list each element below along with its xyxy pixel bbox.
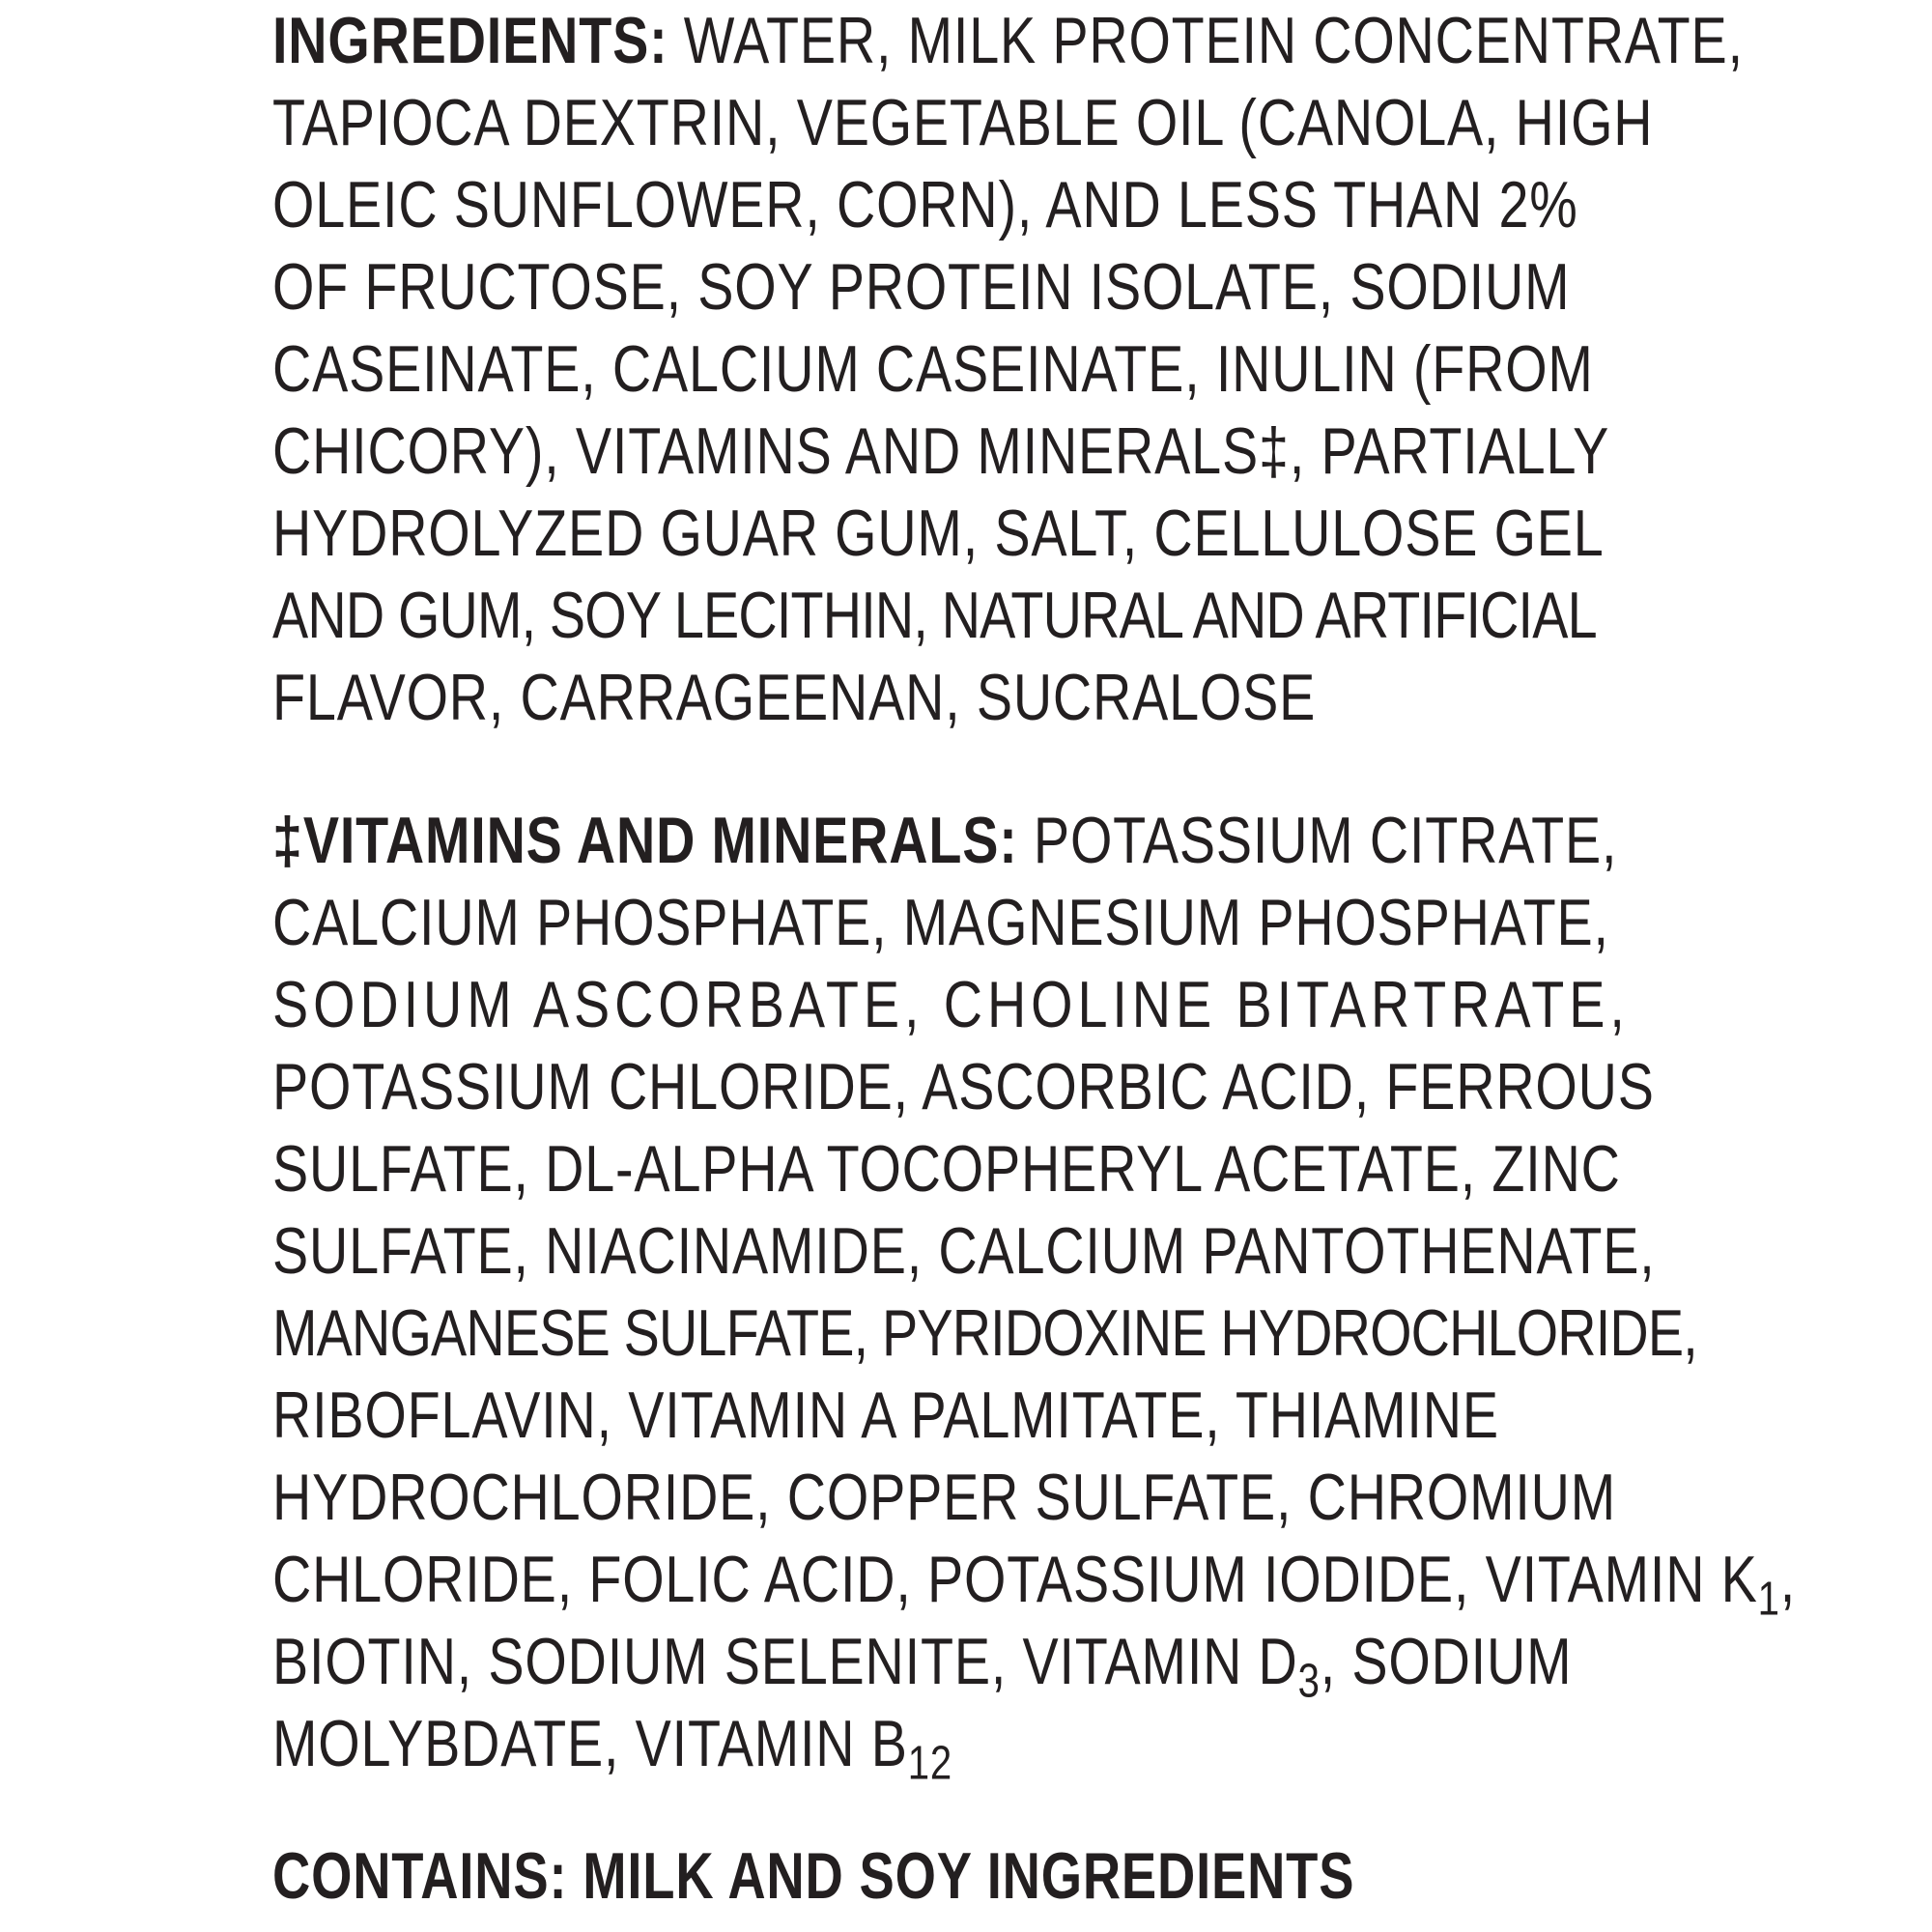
ingredients-line: CHICORY), VITAMINS AND MINERALS‡, PARTIALLY — [272, 414, 1610, 488]
vitamin-k-text: CHLORIDE, FOLIC ACID, POTASSIUM IODIDE, VITAMIN K — [272, 1543, 1758, 1616]
vitamins-line-k — [272, 1539, 1797, 1626]
ingredients-line-1 — [272, 0, 1744, 82]
vitamins-section — [272, 800, 1797, 1790]
vitamin-d-text: BIOTIN, SODIUM SELENITE, VITAMIN D — [272, 1625, 1298, 1698]
ingredients-line-1-text: WATER, MILK PROTEIN CONCENTRATE, — [668, 4, 1744, 77]
vitamins-line-d — [272, 1621, 1573, 1708]
vitamins-line-b — [272, 1703, 1413, 1790]
vitamin-d-subscript: 3 — [1297, 1655, 1321, 1708]
allergen-section — [272, 1835, 1663, 1918]
ingredients-line: FLAVOR, CARRAGEENAN, SUCRALOSE — [272, 661, 1317, 734]
vitamins-heading: ‡VITAMINS AND MINERALS: — [272, 804, 1018, 877]
vitamin-b-subscript: 12 — [907, 1737, 953, 1790]
vitamins-line: SODIUM ASCORBATE, CHOLINE BITARTRATE, — [272, 968, 1630, 1041]
vitamins-line: CALCIUM PHOSPHATE, MAGNESIUM PHOSPHATE, — [272, 886, 1609, 959]
ingredient-label — [272, 0, 1797, 1932]
vitamins-line: RIBOFLAVIN, VITAMIN A PALMITATE, THIAMINE — [272, 1378, 1499, 1452]
ingredients-line: CASEINATE, CALCIUM CASEINATE, INULIN (FROM — [272, 332, 1594, 406]
vitamins-line: MANGANESE SULFATE, PYRIDOXINE HYDROCHLORIDE, — [272, 1296, 1697, 1370]
ingredients-line: OF FRUCTOSE, SOY PROTEIN ISOLATE, SODIUM — [272, 250, 1571, 324]
vitamins-line: HYDROCHLORIDE, COPPER SULFATE, CHROMIUM — [272, 1461, 1617, 1534]
vitamin-d-after: , SODIUM — [1320, 1625, 1573, 1698]
vitamin-b-text: MOLYBDATE, VITAMIN B — [272, 1707, 908, 1780]
vitamins-line-1-text: POTASSIUM CITRATE, — [1017, 804, 1618, 877]
vitamins-line: SULFATE, DL-ALPHA TOCOPHERYL ACETATE, ZINC — [272, 1132, 1621, 1206]
vitamin-k-after: , — [1779, 1543, 1797, 1616]
ingredients-line: HYDROLYZED GUAR GUM, SALT, CELLULOSE GEL — [272, 497, 1605, 570]
vitamins-line: POTASSIUM CHLORIDE, ASCORBIC ACID, FERROUS — [272, 1050, 1655, 1123]
vitamins-line-1 — [272, 800, 1618, 882]
vitamins-line: SULFATE, NIACINAMIDE, CALCIUM PANTOTHENATE, — [272, 1214, 1656, 1288]
vitamin-k-subscript: 1 — [1757, 1573, 1780, 1626]
ingredients-heading: INGREDIENTS: — [272, 4, 668, 77]
allergen-statement: CONTAINS: MILK AND SOY INGREDIENTS — [272, 1839, 1355, 1913]
ingredients-line: OLEIC SUNFLOWER, CORN), AND LESS THAN 2% — [272, 168, 1578, 242]
ingredients-line: AND GUM, SOY LECITHIN, NATURAL AND ARTIFICIAL — [272, 579, 1597, 652]
ingredients-section — [272, 0, 1744, 739]
ingredients-line: TAPIOCA DEXTRIN, VEGETABLE OIL (CANOLA, HIGH — [272, 86, 1654, 159]
